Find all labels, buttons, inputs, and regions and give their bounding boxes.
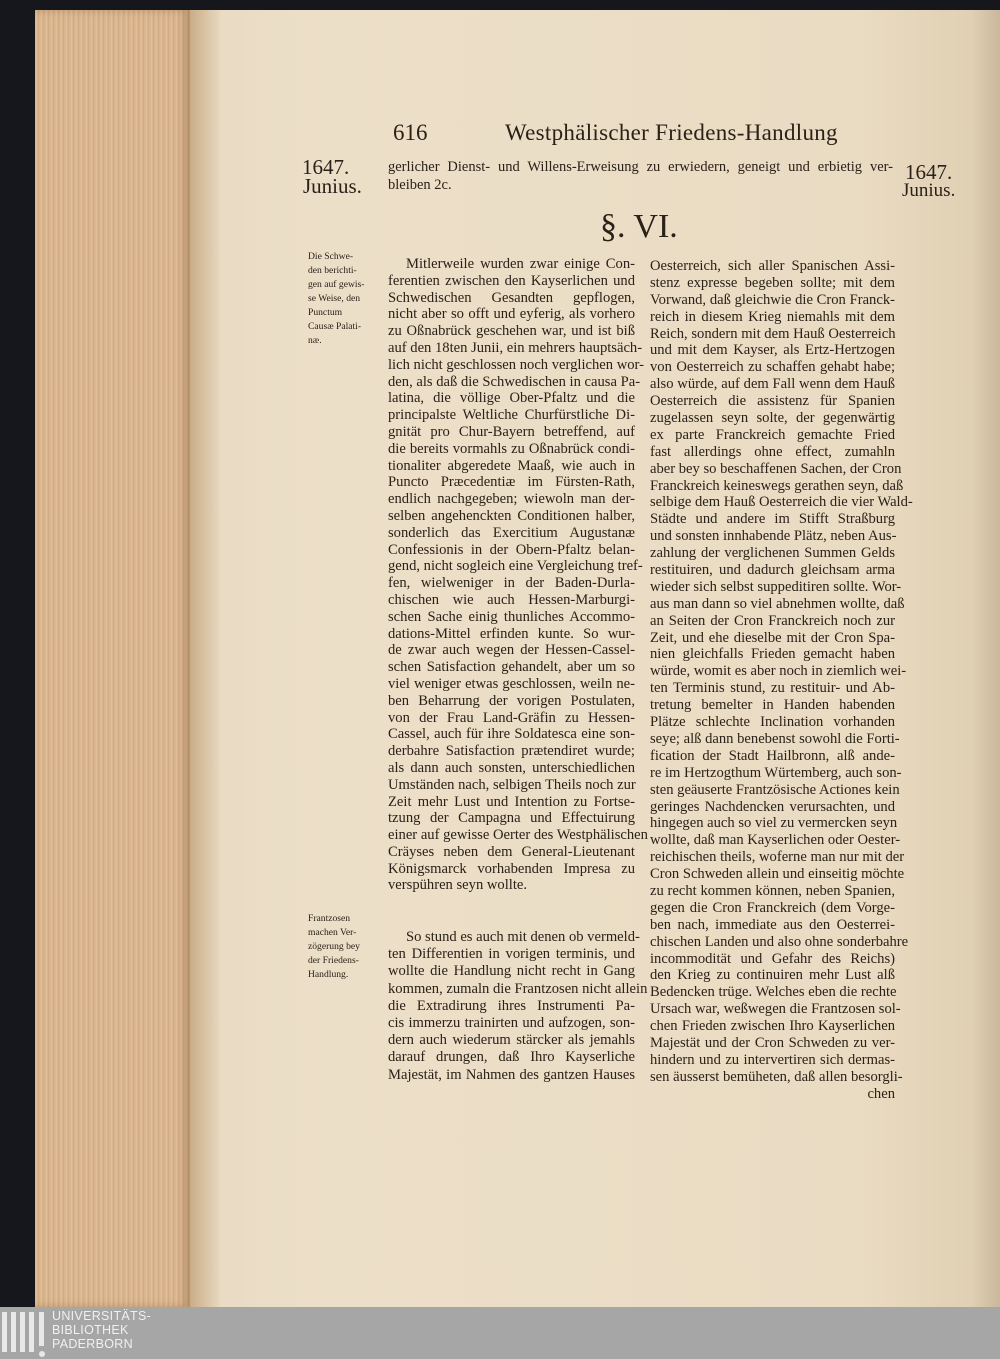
text-line: Schwedischen Gesandten gepflogen, <box>388 289 635 306</box>
text-line: fast allerdings ohne effect, zumahln <box>650 443 895 460</box>
text-line: stenz expresse begeben sollte; mit dem <box>650 274 895 291</box>
text-line: und sonsten innhabende Plätz, neben Aus- <box>650 528 897 545</box>
running-title: Westphälischer Friedens-Handlung <box>505 120 838 145</box>
text-line: chischen Landen und also ohne sonderbahre <box>650 933 909 950</box>
text-line: nicht aber so offt und eyferig, als vorhero <box>388 306 635 323</box>
text-line: ten Differentien in vorigen terminis, und <box>388 946 635 963</box>
text-line: dations-Mittel erfinden kunte. So wur- <box>388 625 635 642</box>
text-line: Bedencken trüge. Welches eben die rechte <box>650 984 897 1001</box>
text-line: Franckreich keineswegs gerathen seyn, daß <box>650 477 904 494</box>
margin-note-line: machen Ver- <box>308 927 357 938</box>
text-line: ex parte Franckreich gemachte Fried <box>650 426 895 443</box>
text-line: seye; alß dann benebenst sowohl die Forti- <box>650 730 900 747</box>
margin-note <box>308 250 388 348</box>
text-line: reichischen theils, woferne man nur mit der <box>650 849 905 866</box>
text-line: chischen wie auch Hessen-Marburgi- <box>388 591 635 608</box>
text-line: viel weniger etwas geschlossen, weiln ne- <box>388 675 635 692</box>
margin-year-right: 1647. <box>905 160 953 184</box>
continuation-line: bleiben 2c. <box>388 177 452 193</box>
logo-line: PADERBORN <box>52 1337 133 1351</box>
margin-note-line: Handlung. <box>308 969 349 980</box>
text-line: Confessionis in der Obern-Pfaltz belan- <box>388 541 635 558</box>
text-line: fication der Stadt Hailbronn, alß ande- <box>650 747 895 764</box>
text-line: gnität pro Chur-Bayern betreffend, auf <box>388 423 635 440</box>
text-line: de zwar auch wegen der Hessen-Cassel- <box>388 642 635 659</box>
text-line: als dann auch sonsten, unterschiedlichen <box>388 759 635 776</box>
text-line: hingegen auch so viel zu vermercken seyn <box>650 815 898 832</box>
text-line: sonderlich das Exercitium Augustanæ <box>388 524 635 541</box>
text-line: ben nach, immediate aus den Oesterrei- <box>650 916 895 933</box>
text-line: aus man dann so viel abnehmen wollte, daß <box>650 595 905 612</box>
text-line: Oesterreich, sich aller Spanischen Assi- <box>650 258 895 274</box>
text-line: und mit dem Kayser, als Ertz-Hertzogen <box>650 342 895 359</box>
text-line: Zeit, und ehe dieselbe mit der Cron Spa- <box>650 629 895 646</box>
text-line: tionaliter abgeredete Maaß, wie auch in <box>388 457 635 474</box>
margin-note-line: Die Schwe- <box>308 251 354 262</box>
text-line: restituiren, und dadurch gleichsam arma <box>650 562 895 579</box>
text-line: dern auch wiederum stärcker als jemahls <box>388 1032 635 1049</box>
text-line: ten Terminis stund, zu restituir- und Ab- <box>650 680 895 697</box>
text-line: aber bey so beschaffenen Sachen, der Cron <box>650 460 902 477</box>
text-line: tretung bemelter in Handen habenden <box>650 697 895 714</box>
text-line: Majestät, im Nahmen des gantzen Hauses <box>388 1066 635 1083</box>
text-line: nien gleichfalls Frieden gemacht haben <box>650 646 895 663</box>
text-line: hindern und zu intervertiren sich dermas- <box>650 1051 895 1068</box>
margin-note-line: Causæ Palati- <box>308 321 362 332</box>
text-line: schen Sache einig thunliches Accommo- <box>388 608 635 625</box>
text-line: den, als daß die Schwedischen in causa Pa- <box>388 373 641 390</box>
text-line: einer auf gewisse Oerter des Westphälischen <box>388 827 648 844</box>
right-column <box>650 258 913 1103</box>
margin-year-left: 1647. <box>302 155 350 179</box>
text-line: Ursach war, weßwegen die Frantzosen sol- <box>650 1001 901 1018</box>
text-line: wieder sich selbst suppeditiren sollte. Wor- <box>650 578 902 595</box>
text-line: von der Frau Land-Gräfin zu Hessen- <box>388 709 635 726</box>
text-line: den Krieg zu continuiren mehr Lust alß <box>650 967 895 984</box>
text-line: endlich nachgegeben; wiewoln man der- <box>388 491 635 508</box>
margin-month-right: Junius. <box>902 180 956 201</box>
page-stack-edge <box>35 10 190 1307</box>
text-line: Reich, sondern mit dem Hauß Oesterreich <box>650 325 896 342</box>
text-line: Plätze schlechte Inclination vorhanden <box>650 714 895 731</box>
text-line: Cron Schweden allein und einseitig möchte <box>650 866 905 883</box>
left-column-paragraph-1 <box>388 256 648 894</box>
text-line: ferentien zwischen den Kayserlichen und <box>388 272 635 289</box>
text-line: ben Beharrung der vorigen Postulaten, <box>388 692 635 709</box>
text-line: Königsmarck vorhabenden Impresa zu <box>388 860 635 877</box>
text-line: wollte die Handlung nicht recht in Gang <box>388 963 635 980</box>
text-line: die bereits vormahls zu Oßnabrück condi- <box>388 440 635 457</box>
left-column-paragraph-2 <box>388 929 648 1084</box>
text-line: geringes Nachdencken verursachten, und <box>650 798 895 815</box>
text-line: zu recht kommen können, neben Spanien, <box>650 882 895 899</box>
text-line: lich nicht geschlossen noch verglichen wor- <box>388 356 644 373</box>
text-line: zahlung der verglichenen Summen Gelds <box>650 545 895 562</box>
text-line: verspühren seyn wollte. <box>388 877 528 894</box>
text-line: Cassel, auch für ihre Soldatesca eine son- <box>388 726 635 743</box>
margin-note-line: den berichti- <box>308 265 357 276</box>
text-line: latina, die völlige Ober-Pfaltz und die <box>388 390 635 407</box>
margin-note-line: der Friedens- <box>308 955 359 966</box>
logo-dot-icon <box>39 1351 45 1357</box>
text-line: Vorwand, daß gleichwie die Cron Franck- <box>650 291 895 308</box>
text-line: gend, nicht sogleich eine Vergleichung tref- <box>388 558 643 575</box>
text-line: Cräyses neben dem General-Lieutenant <box>388 843 635 860</box>
margin-note <box>308 912 388 982</box>
margin-note-line: Punctum <box>308 307 343 318</box>
text-line: Oesterreich die assistenz für Spanien <box>650 393 895 410</box>
text-line: chen <box>867 1085 895 1102</box>
section-heading: §. VI. <box>600 208 678 245</box>
logo-line: UNIVERSITÄTS- <box>52 1309 152 1323</box>
margin-note-line: se Weise, den <box>308 293 361 304</box>
text-line: re im Hertzogthum Würtemberg, auch son- <box>650 764 902 781</box>
text-line: principalste Weltliche Churfürstliche Di- <box>388 407 635 424</box>
text-line: sen äusserst bemüheten, daß allen besorgli- <box>650 1068 903 1085</box>
text-line: Umständen nach, selbigen Theils noch zur <box>388 776 636 793</box>
text-line: incommodität und Gefahr des Reichs) <box>650 950 895 967</box>
text-line: fen, wielweniger in der Baden-Durla- <box>388 575 635 592</box>
margin-note-line: Frantzosen <box>308 913 351 924</box>
text-line: darauf drungen, daß Ihro Kayserliche <box>388 1049 635 1066</box>
text-line: cis immerzu trainirten und aufzogen, son- <box>388 1014 635 1031</box>
text-line: So stund es auch mit denen ob vermeld- <box>406 929 640 945</box>
text-line: also würde, auf dem Fall wenn dem Hauß <box>650 376 895 393</box>
library-logo-text <box>52 1309 151 1351</box>
text-line: die Extradirung ihres Instrumenti Pa- <box>388 997 635 1014</box>
text-line: gegen die Cron Franckreich (dem Vorge- <box>650 899 895 916</box>
logo-line: BIBLIOTHEK <box>52 1323 129 1337</box>
text-line: Mitlerweile wurden zwar einige Con- <box>406 256 635 272</box>
text-line: derbahre Satisfaction prætendiret wurde; <box>388 743 635 760</box>
margin-note-line: zögerung bey <box>308 941 360 952</box>
text-line: Zeit mehr Lust und Intention zu Fortse- <box>388 793 635 810</box>
margin-note-line: næ. <box>308 335 322 346</box>
text-line: Majestät und der Cron Schweden zu ver- <box>650 1034 895 1051</box>
text-line: zugelassen seyn solte, der gegenwärtig <box>650 410 895 427</box>
text-line: zu Oßnabrück geschehen war, und ist biß <box>388 323 635 340</box>
text-line: würde, womit es aber noch in ziemlich wei- <box>650 663 907 680</box>
text-line: schen Satisfaction gehandelt, aber um so <box>388 659 635 676</box>
text-line: Städte und andere im Stifft Straßburg <box>650 511 895 528</box>
text-line: wollte, daß man Kayserlichen oder Oester- <box>650 832 901 849</box>
continuation-line: gerlicher Dienst- und Willens-Erweisung zu erwiedern, geneigt und erbietig ver- <box>388 159 893 175</box>
text-line: selbige dem Hauß Oesterreich die vier Wald- <box>650 494 913 511</box>
text-line: tzung der Campagna und Effectuirung <box>388 810 635 827</box>
text-line: sten geäuserte Frantzösische Actiones kein <box>650 781 900 798</box>
text-line: kommen, zumaln die Frantzosen nicht allein <box>388 980 648 997</box>
page-number: 616 <box>393 120 428 145</box>
text-line: an Seiten der Cron Franckreich noch zur <box>650 612 895 629</box>
text-line: auf den 18ten Junii, ein mehrers hauptsäch- <box>388 339 643 356</box>
text-line: chen Frieden zwischen Ihro Kayserlichen <box>650 1018 895 1035</box>
margin-note-line: gen auf gewis- <box>308 279 365 290</box>
text-line: reich in diesem Krieg niemahls mit dem <box>650 308 895 325</box>
page-gutter <box>190 10 220 1307</box>
margin-month-left: Junius. <box>303 174 362 198</box>
text-line: von Oesterreich zu schaffen gehabt habe; <box>650 359 895 376</box>
text-line: selben angehenckten Conditionen halber, <box>388 507 635 524</box>
text-line: Puncto Præcedentiæ im Fürsten-Rath, <box>388 474 635 491</box>
